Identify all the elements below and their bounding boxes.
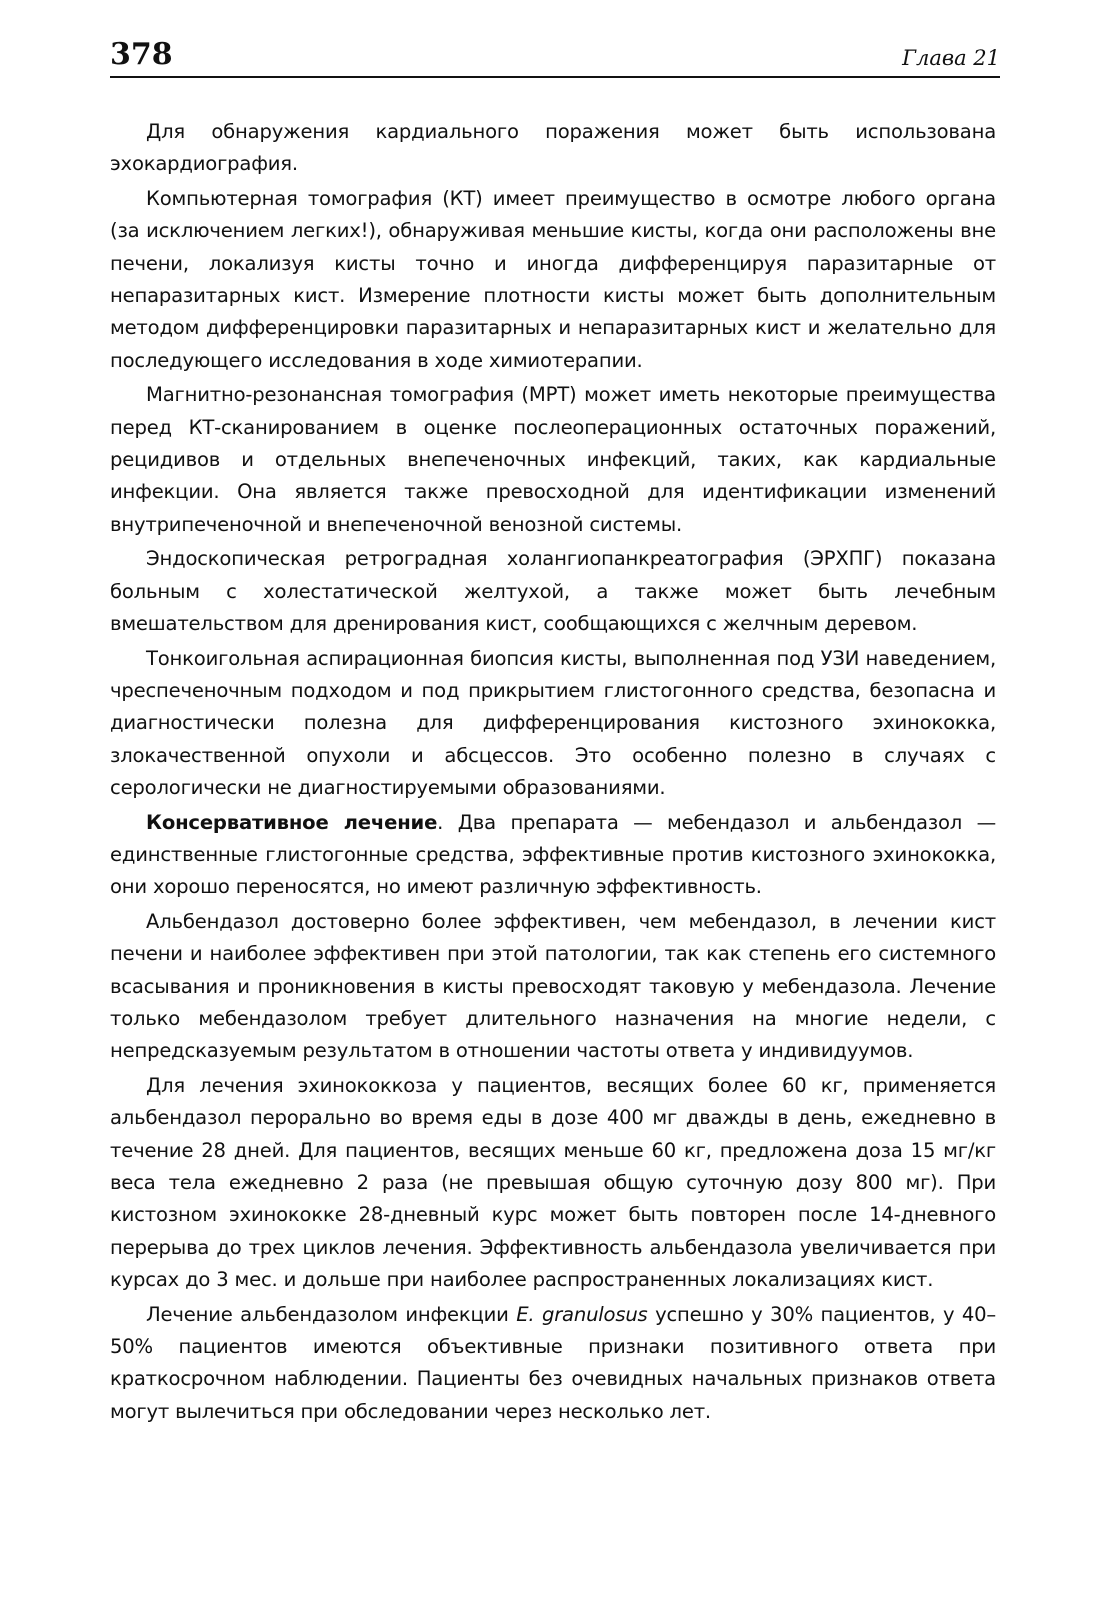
section-lead: Консервативное лечение [146, 810, 438, 834]
paragraph-ercp: Эндоскопическая ретроградная холангиопанкреатография (ЭРХПГ) показана больным с холестатической желтухой, а также может быть лечебным вмешательством для дренирования кист, сообщающихся с желчным деревом. [110, 547, 996, 636]
species-name: E. granulosus [516, 1302, 648, 1326]
paragraph-mri: Магнитно-резонансная томография (МРТ) может иметь некоторые преимущества перед КТ-сканированием в оценке послеоперационных остаточных поражений, рецидивов и отдельных внепеченочных инфекций, таких, как кардиальные инфекции. Она является также превосходной для идентификации изменений внутрипеченочной и внепеченочной венозной системы. [110, 383, 996, 536]
paragraph-ct: Компьютерная томография (КТ) имеет преимущество в осмотре любого органа (за исключением легких!), обнаруживая меньшие кисты, когда они расположены вне печени, локализуя кисты точно и иногда дифференцируя паразитарные от непаразитарных кист. Измерение плотности кисты может быть дополнительным методом дифференцировки паразитарных и непаразитарных кист и желательно для последующего исследования в ходе химиотерапии. [110, 186, 996, 372]
paragraph-albendazole-efficacy: Альбендазол достоверно более эффективен, чем мебендазол, в лечении кист печени и наиболее эффективен при этой патологии, так как степень его системного всасывания и проникновения в кисты превосходят таковую у мебендазола. Лечение только мебендазолом требует длительного назначения на многие недели, с непредсказуемым результатом в отношении частоты ответа у индивидуумов. [110, 909, 996, 1063]
paragraph-dosage: Для лечения эхинококкоза у пациентов, весящих более 60 кг, применяется альбендазол перорально во время еды в дозе 400 мг дважды в день, ежедневно в течение 28 дней. Для пациентов, весящих меньше 60 кг, предложена доза 15 мг/кг веса тела ежедневно 2 раза (не превышая общую суточную дозу 800 мг). При кистозном эхинококке 28-дневный курс может быть повторен после 14-дневного перерыва до трех циклов лечения. Эффективность альбендазола увеличивается при курсах до 3 мес. и дольше при наиболее распространенных локализациях кист. [110, 1073, 996, 1292]
chapter-title: Глава 21 [902, 46, 1000, 70]
running-header [110, 30, 1000, 78]
body-text [110, 116, 996, 1430]
paragraph-echocardiography: Для обнаружения кардиального поражения может быть использована эхокардиография. [110, 120, 996, 176]
page-number: 378 [110, 37, 173, 72]
paragraph-conservative-treatment: Консервативное лечение. Два препарата — мебендазол и альбендазол — единственные глистогонные средства, эффективные против кистозного эхинококка, они хорошо переносятся, но имеют различную эффективность. [110, 810, 997, 899]
paragraph-biopsy: Тонкоигольная аспирационная биопсия кисты, выполненная под УЗИ наведением, чреспеченочным подходом и под прикрытием глистогонного средства, безопасна и диагностически полезна для дифференцирования кистозного эхинококка, злокачественной опухоли и абсцессов. Это особенно полезно в случаях с серологически не диагностируемыми образованиями. [110, 646, 996, 800]
paragraph-outcomes: Лечение альбендазолом инфекции E. granulosus успешно у 30% пациентов, у 40–50% пациентов имеются объективные признаки позитивного ответа при краткосрочном наблюдении. Пациенты без очевидных начальных признаков ответа могут вылечиться при обследовании через несколько лет. [110, 1302, 996, 1423]
